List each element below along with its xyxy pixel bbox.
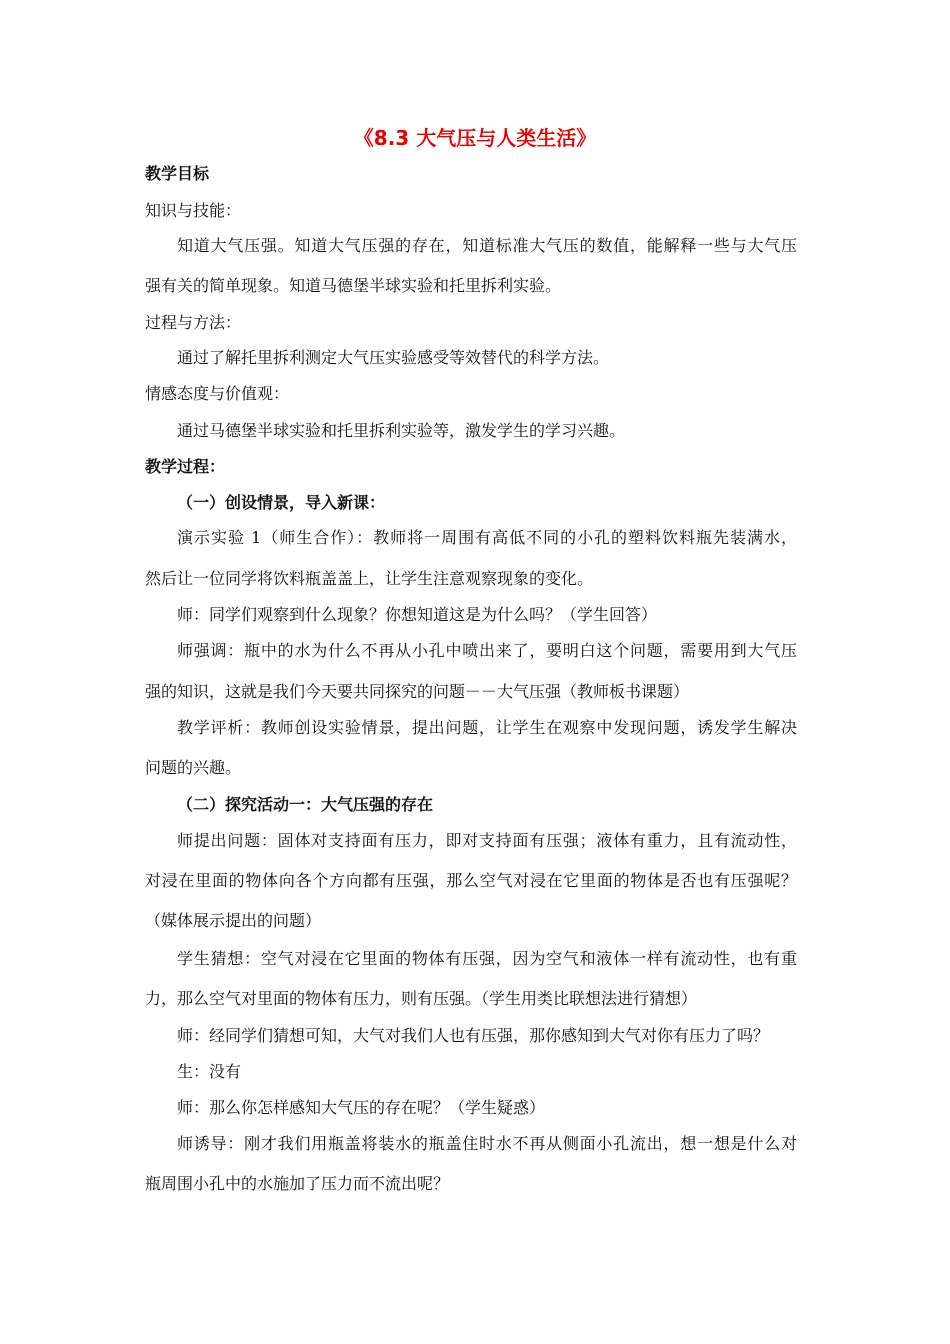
process-heading: 教学过程：	[145, 457, 226, 476]
section-2-paragraph-1-line-3: （媒体展示提出的问题）	[145, 911, 322, 930]
section-2-heading: （二）探究活动一：大气压强的存在	[177, 795, 434, 814]
section-1-paragraph-1-line-2: 然后让一位同学将饮料瓶盖盖上，让学生注意观察现象的变化。	[145, 569, 594, 588]
method-heading: 过程与方法：	[145, 313, 242, 332]
section-1-paragraph-4-line-2: 问题的兴趣。	[145, 758, 242, 777]
section-2-paragraph-3: 师：经同学们猜想可知，大气对我们人也有压强，那你感知到大气对你有压力了吗？	[177, 1026, 770, 1045]
section-1-paragraph-3-line-1: 师强调：瓶中的水为什么不再从小孔中喷出来了，要明白这个问题，需要用到大气压	[177, 641, 797, 660]
section-2-paragraph-1-line-1: 师提出问题：固体对支持面有压力，即对支持面有压强；液体有重力，且有流动性，	[177, 831, 797, 850]
knowledge-paragraph-line-2: 强有关的简单现象。知道马德堡半球实验和托里拆利实验。	[145, 276, 562, 295]
emotion-heading: 情感态度与价值观：	[145, 384, 290, 403]
method-paragraph: 通过了解托里拆利测定大气压实验感受等效替代的科学方法。	[177, 348, 610, 367]
section-2-paragraph-2-line-2: 力，那么空气对里面的物体有压力，则有压强。（学生用类比联想法进行猜想）	[145, 989, 698, 1008]
section-1-paragraph-1-line-1: 演示实验 1（师生合作）：教师将一周围有高低不同的小孔的塑料饮料瓶先装满水，	[177, 528, 797, 547]
section-1-paragraph-4-line-1: 教学评析：教师创设实验情景，提出问题，让学生在观察中发现问题，诱发学生解决	[177, 718, 797, 737]
section-2-paragraph-5: 师：那么你怎样感知大气压的存在呢？（学生疑惑）	[177, 1098, 546, 1117]
section-2-paragraph-4: 生：没有	[177, 1062, 242, 1081]
section-1-heading: （一）创设情景，导入新课：	[177, 493, 386, 512]
section-1-paragraph-2: 师：同学们观察到什么现象？你想知道这是为什么吗？（学生回答）	[177, 605, 658, 624]
document-title: 《8.3 大气压与人类生活》	[353, 126, 597, 150]
section-1-paragraph-3-line-2: 强的知识，这就是我们今天要共同探究的问题－－大气压强（教师板书课题）	[145, 682, 690, 701]
knowledge-paragraph-line-1: 知道大气压强。知道大气压强的存在，知道标准大气压的数值，能解释一些与大气压	[177, 236, 797, 255]
emotion-paragraph: 通过马德堡半球实验和托里拆利实验等，激发学生的学习兴趣。	[177, 421, 626, 440]
goals-heading: 教学目标	[145, 164, 210, 183]
section-2-paragraph-6-line-1: 师诱导：刚才我们用瓶盖将装水的瓶盖住时水不再从侧面小孔流出，想一想是什么对	[177, 1134, 797, 1153]
section-2-paragraph-6-line-2: 瓶周围小孔中的水施加了压力而不流出呢？	[145, 1174, 450, 1193]
section-2-paragraph-2-line-1: 学生猜想：空气对浸在它里面的物体有压强，因为空气和液体一样有流动性，也有重	[177, 949, 797, 968]
section-2-paragraph-1-line-2: 对浸在里面的物体向各个方向都有压强，那么空气对浸在它里面的物体是否也有压强呢？	[145, 871, 797, 890]
knowledge-heading: 知识与技能：	[145, 201, 242, 220]
